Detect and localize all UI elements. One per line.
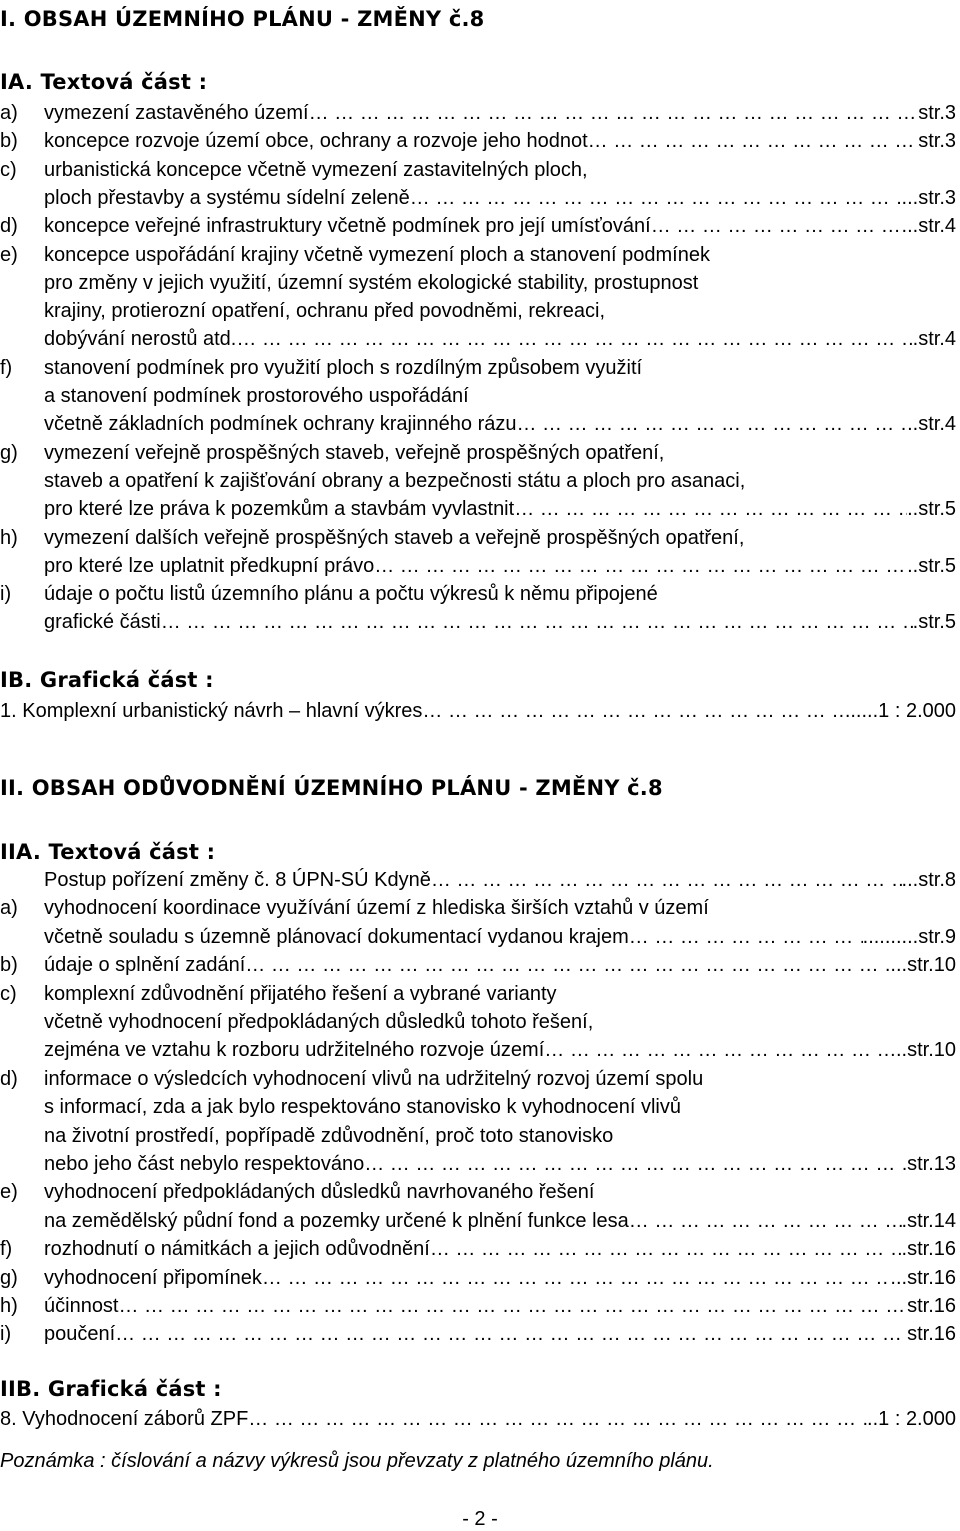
item-text: koncepce rozvoje území obce, ochrany a rozvoje jeho hodnot [44, 130, 588, 153]
item-text: nebo jeho část nebylo respektováno [44, 1153, 365, 1175]
item-text: údaje o splnění zadání [44, 954, 246, 977]
item-label: c) [0, 982, 17, 1005]
item-label: b) [0, 954, 18, 977]
item-text: vyhodnocení předpokládaných důsledků navrhovaného řešení [44, 1181, 595, 1204]
toc-line [0, 1264, 956, 1292]
item-text: ploch přestavby a systému sídelní zeleně [44, 186, 410, 209]
leader-dots [115, 1320, 907, 1348]
item-text: vymezení veřejně prospěšných staveb, veřejně prospěšných opatření, [44, 441, 665, 464]
toc-line [0, 212, 956, 240]
item-page: str.3 [918, 102, 956, 124]
toc-entry-text: 8. Vyhodnocení záborů ZPF [0, 1408, 249, 1430]
leader-dots [161, 608, 913, 636]
item-label: c) [0, 158, 17, 181]
item-page: ..str.4 [907, 413, 956, 436]
item-page: str.16 [907, 1323, 956, 1346]
item-label: d) [0, 1067, 18, 1090]
toc-line [0, 1122, 956, 1150]
toc-line [0, 1207, 956, 1235]
item-text: na zemědělský půdní fond a pozemky určené k plnění funkce lesa [44, 1209, 629, 1232]
item-text: krajiny, protierozní opatření, ochranu před povodněmi, rekreaci, [44, 300, 606, 323]
item-page: str.3 [918, 130, 956, 153]
footnote: Poznámka : číslování a názvy výkresů jsou převzaty z platného územního plánu. [0, 1450, 714, 1472]
item-text: koncepce uspořádání krajiny včetně vymezení ploch a stanovení podmínek [44, 243, 710, 266]
item-label: f) [0, 356, 13, 379]
item-text: včetně základních podmínek ochrany krajinného rázu [44, 413, 517, 436]
leader-dots [309, 99, 919, 127]
toc-line [0, 1292, 956, 1320]
item-page: str.13 [907, 1153, 956, 1175]
toc-line [0, 524, 956, 552]
item-label: g) [0, 1266, 18, 1289]
item-text: staveb a opatření k zajišťování obrany a bezpečnosti státu a ploch pro asanaci, [44, 469, 746, 492]
leader-dots [544, 1036, 896, 1064]
toc-line [0, 1036, 956, 1064]
item-page: .str.16 [901, 1238, 956, 1261]
item-page: ..........str.9 [862, 925, 956, 948]
item-page: ..str.10 [895, 1039, 956, 1062]
item-label: e) [0, 243, 18, 266]
toc-line [0, 894, 956, 922]
item-text: zejména ve vztahu k rozboru udržitelného rozvoje území [44, 1039, 545, 1062]
toc-line [0, 1235, 956, 1263]
toc-line [0, 99, 956, 127]
item-page: ....str.10 [884, 954, 956, 977]
toc-line [0, 552, 956, 580]
toc-line [0, 325, 956, 353]
item-page: ...str.4 [901, 215, 956, 238]
item-text: stanovení podmínek pro využití ploch s rozdílným způsobem využití [44, 356, 643, 379]
item-label: a) [0, 897, 18, 920]
toc-line [0, 1008, 956, 1036]
item-text: pro které lze práva k pozemkům a stavbám vyvlastnit [44, 498, 515, 521]
item-text: urbanistická koncepce včetně vymezení zastavitelných ploch, [44, 158, 588, 181]
toc-line [0, 410, 956, 438]
item-text: pro změny v jejich využití, územní systém ekologické stability, prostupnost [44, 271, 699, 294]
item-text: včetně souladu s územně plánovací dokumentací vydanou krajem [44, 925, 629, 948]
toc-entry-iib [0, 1405, 956, 1433]
heading-obsah-oduvodneni: II. OBSAH ODŮVODNĚNÍ ÚZEMNÍHO PLÁNU - ZMĚNY č.8 [0, 776, 663, 800]
leader-dots [410, 184, 902, 212]
item-label: f) [0, 1238, 13, 1261]
item-page: ...str.8 [901, 869, 956, 891]
leader-dots [629, 923, 863, 951]
item-label: d) [0, 215, 18, 238]
item-label: g) [0, 441, 18, 464]
leader-dots [422, 697, 844, 725]
leader-dots [651, 212, 902, 240]
item-label: i) [0, 583, 12, 606]
toc-entry-page: ......1 : 2.000 [844, 700, 956, 722]
item-text: s informací, zda a jak bylo respektováno stanovisko k vyhodnocení vlivů [44, 1096, 681, 1119]
toc-entry-ib [0, 697, 956, 725]
item-text: na životní prostředí, popřípadě zdůvodnění, proč toto stanovisko [44, 1124, 614, 1147]
toc-line [0, 951, 956, 979]
toc-line [0, 127, 956, 155]
heading-textova-cast-iia: IIA. Textová část : [0, 840, 216, 864]
item-label: a) [0, 102, 18, 124]
item-text: vyhodnocení koordinace využívání území z hlediska širších vztahů v území [44, 897, 709, 920]
item-text: dobývání nerostů atd. [44, 328, 237, 351]
leader-dots [629, 1207, 902, 1235]
item-page: ..str.5 [907, 498, 956, 521]
toc-line [0, 1093, 956, 1121]
toc-line [0, 354, 956, 382]
item-page: .str.4 [912, 328, 956, 351]
item-text: účinnost [44, 1295, 119, 1317]
item-page: .str.5 [912, 611, 956, 634]
toc-line [0, 184, 956, 212]
item-text: včetně vyhodnocení předpokládaných důsledků tohoto řešení, [44, 1011, 594, 1033]
leader-dots [248, 1405, 867, 1433]
item-page: ...str.16 [890, 1266, 956, 1289]
leader-dots [514, 495, 907, 523]
toc-line [0, 241, 956, 269]
leader-dots [119, 1292, 908, 1320]
item-text: pro které lze uplatnit předkupní právo [44, 554, 375, 577]
item-page: ..str.5 [907, 554, 956, 577]
item-text: vymezení zastavěného území [44, 102, 309, 124]
item-text: komplexní zdůvodnění přijatého řešení a vybrané varianty [44, 982, 557, 1005]
toc-line [0, 580, 956, 608]
leader-dots [262, 1264, 890, 1292]
leader-dots [517, 410, 908, 438]
toc-line [0, 1065, 956, 1093]
leader-dots [588, 127, 919, 155]
toc-line [0, 923, 956, 951]
item-label: h) [0, 526, 18, 549]
leader-dots [364, 1150, 907, 1178]
toc-line [0, 1178, 956, 1206]
heading-graficka-cast-ib: IB. Grafická část : [0, 668, 214, 692]
page-number: - 2 - [462, 1508, 498, 1530]
heading-textova-cast-ia: IA. Textová část : [0, 70, 208, 94]
item-label: e) [0, 1181, 18, 1204]
item-text: grafické části [44, 611, 161, 634]
leader-dots [431, 866, 902, 894]
toc-line [0, 980, 956, 1008]
toc-line [0, 382, 956, 410]
item-label: i) [0, 1323, 12, 1346]
toc-entry-text: 1. Komplexní urbanistický návrh – hlavní výkres [0, 700, 423, 722]
item-text: a stanovení podmínek prostorového uspořádání [44, 385, 469, 407]
item-text: údaje o počtu listů územního plánu a počtu výkresů k němu připojené [44, 583, 658, 606]
item-page: ...str.3 [901, 186, 956, 209]
toc-line [0, 1320, 956, 1348]
item-text: koncepce veřejné infrastruktury včetně podmínek pro její umísťování [44, 215, 651, 238]
heading-obsah-uzemniho-planu: I. OBSAH ÚZEMNÍHO PLÁNU - ZMĚNY č.8 [0, 7, 485, 31]
toc-line [0, 1150, 956, 1178]
item-text: poučení [44, 1323, 116, 1346]
item-label: h) [0, 1295, 18, 1317]
leader-dots [374, 552, 907, 580]
item-text: Postup pořízení změny č. 8 ÚPN-SÚ Kdyně [44, 869, 431, 891]
item-text: vymezení dalších veřejně prospěšných staveb a veřejně prospěšných opatření, [44, 526, 745, 549]
toc-line [0, 439, 956, 467]
toc-line [0, 297, 956, 325]
toc-line [0, 467, 956, 495]
toc-line [0, 269, 956, 297]
item-page: str.16 [907, 1295, 956, 1317]
toc-line [0, 495, 956, 523]
item-text: vyhodnocení připomínek [44, 1266, 262, 1289]
item-page: .str.14 [901, 1209, 956, 1232]
item-text: rozhodnutí o námitkách a jejich odůvodnění [44, 1238, 430, 1261]
toc-line [0, 608, 956, 636]
toc-entry-page: ..1 : 2.000 [867, 1408, 956, 1430]
toc-line [0, 156, 956, 184]
item-label: b) [0, 130, 18, 153]
leader-dots [430, 1235, 902, 1263]
toc-line [0, 866, 956, 894]
heading-graficka-cast-iib: IIB. Grafická část : [0, 1377, 222, 1401]
item-text: informace o výsledcích vyhodnocení vlivů na udržitelný rozvoj území spolu [44, 1067, 704, 1090]
leader-dots [236, 325, 912, 353]
leader-dots [245, 951, 885, 979]
